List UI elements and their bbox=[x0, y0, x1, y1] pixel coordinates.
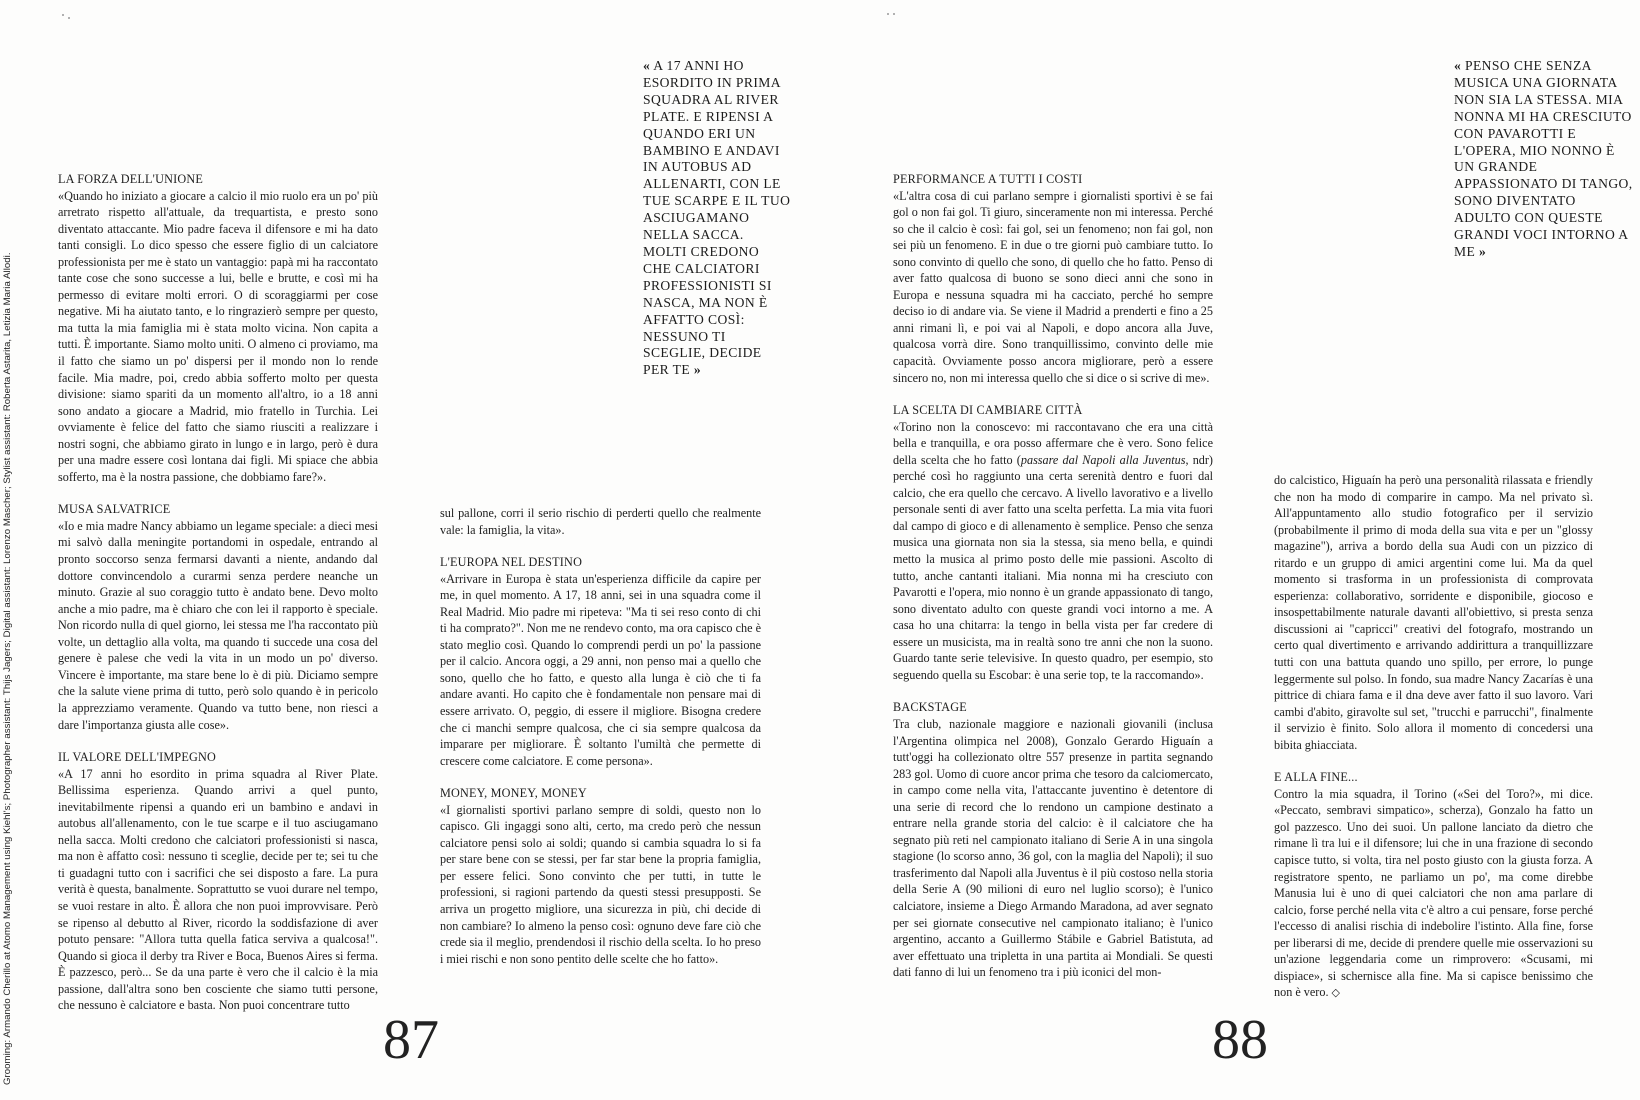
right-column-2 bbox=[1274, 472, 1593, 1002]
quote-close-mark: » bbox=[693, 362, 702, 378]
left-column-1 bbox=[58, 171, 378, 1014]
section-heading: E ALLA FINE... bbox=[1274, 770, 1358, 785]
right-column-1 bbox=[893, 171, 1213, 981]
section-text: «Io e mia madre Nancy abbiamo un legame speciale: a dieci mesi mi salvò dalla meningite portandomi in ospedale, entrando al pronto soccorso senza fermarsi davanti a niente, andando dal dottore convincendolo a curarmi senza perdere neanche un minuto. Grazie al suo coraggio tutto è andato bene. Devo molto anche a mio padre, ma è chiaro che con lei il rapporto è speciale. Non ricordo nulla di quel giorno, lei stessa me l'ha raccontato più volte, un dettaglio alla volta, ma quando ti succede una cosa del genere è palese che vedi la vita in un modo un po' diverso. Vincere è importante, ma stare bene lo è di più. Diciamo sempre che la salute viene prima di tutto, però solo quando è in pericolo la apprezziamo veramente. Quando va tutto bene, non riesci a dare l'importanza giusta alle cose». bbox=[58, 518, 378, 732]
page-number: 88 bbox=[1212, 1009, 1268, 1071]
text-part: «Torino non la conoscevo: mi raccontavano che era una città bella e tranquilla, e ora posso affermare che è vero. Sono felice della scelta che ho fatto ( bbox=[893, 419, 1213, 467]
pull-quote bbox=[1454, 58, 1634, 261]
section-text bbox=[893, 419, 1213, 684]
print-mark bbox=[62, 14, 64, 16]
quote-text: PENSO CHE SENZA MUSICA UNA GIORNATA NON SIA LA STESSA. MIA NONNA MI HA CRESCIUTO CON PAVAROTTI E L'OPERA, MIO NONNO È UN GRANDE APPASSIONATO DI TANGO, SONO DIVENTATO ADULTO CON QUESTE GRANDI VOCI INTORNO A ME bbox=[1454, 58, 1633, 259]
section-heading: BACKSTAGE bbox=[893, 700, 967, 715]
section-heading: MONEY, MONEY, MONEY bbox=[440, 786, 587, 801]
section-heading: MUSA SALVATRICE bbox=[58, 502, 171, 517]
section-text: sul pallone, corri il serio rischio di perderti quello che realmente vale: la famiglia, la vita». bbox=[440, 506, 761, 537]
quote-text: A 17 ANNI HO ESORDITO IN PRIMA SQUADRA AL RIVER PLATE. E RIPENSI A QUANDO ERI UN BAMBINO E ANDAVI IN AUTOBUS AD ALLENARTI, CON LE TUE SCARPE E IL TUO ASCIUGAMANO NELLA SACCA. MOLTI CREDONO CHE CALCIATORI PROFESSIONISTI SI NASCA, MA NON È AFFATTO COSÌ: NESSUNO TI SCEGLIE, DECIDE PER TE bbox=[643, 58, 791, 378]
text-italic: passare dal Napoli alla Juventus bbox=[1020, 452, 1186, 467]
photo-credits: Grooming: Armando Cherillo at Atomo Management using Kiehl's; Photographer assistant: Thijs Jagers; Digital assistant: Lorenzo Mascher; Stylist assistant: Roberta Astarita, Letizia Maria Allodi. bbox=[2, 252, 13, 1085]
section-text: «Arrivare in Europa è stata un'esperienza difficile da capire per me, in quel momento. A 17, 18 anni, sei in una squadra come il Real Madrid. Mio padre mi ripeteva: "Ma ti sei reso conto di chi ti ha comprato?". Non me ne rendevo conto, ma ora capisco che è stato meglio così. Quando lo comprendi perdi un po' la passione per il calcio. Ancora oggi, a 29 anni, non penso mai a quello che sono, quello che ho fatto, e questo alla lunga è ciò che ti fa andare avanti. Ho capito che è fondamentale non pensare mai di essere arrivato. O, peggio, di essere il migliore. Bisogna credere che ci manchi sempre qualcosa, che ci sia sempre qualcosa da imparare per migliorare. È soltanto l'umiltà che permette di crescere come calciatore. E come persona». bbox=[440, 571, 761, 768]
print-mark bbox=[893, 13, 895, 15]
section-text: do calcistico, Higuaín ha però una personalità rilassata e friendly che non ha modo di comparire in campo. Ma nel privato sì. All'appuntamento allo studio fotografico per il servizio (probabilmente il primo di moda della sua vita e per un "glossy magazine"), arriva a bordo della sua Audi con un pizzico di ritardo e un gruppo di amici argentini come lui. Ma da quel momento si trasforma in un professionista di comprovata esperienza: collaborativo, sorridente e disponibile, giocoso e insospettabilmente naturale davanti all'obiettivo, si presta senza discussioni ai "capricci" creativi del fotografo, mostrando un certo qual divertimento e arrivando addirittura a tranquillizzare tutti con una battuta quando uno spillo, per errore, lo punge leggermente sul polso. In fondo, sua madre Nancy Zacarías è una pittrice di chiara fama e il dna deve aver fatto il suo lavoro. Vari cambi d'abito, giravolte sul set, "trucchi e parrucchi", finalmente il servizio è finito. Solo allora il momento di concedersi una bibita ghiacciata. bbox=[1274, 473, 1593, 752]
pull-quote bbox=[643, 58, 791, 379]
quote-open-mark: « bbox=[1454, 58, 1462, 73]
text-part: Contro la mia squadra, il Torino («Sei del Toro?», mi dice. «Peccato, sembravi simpatico», scherza), Gonzalo ha fatto un gol pazzesco. Uno dei suoi. Un pallone lanciato da dietro che rimane lì tra lui e il difensore; lui che in una frazione di secondo capisce tutto, si volta, tira nel posto giusto con la giusta forza. A registratore spento, ne parliamo un po', ma come direbbe Manusia lui è uno di quei calciatori che non ama parlare di calcio, forse perché nella vita c'è altro a cui pensare, forse perché l'eccesso di analisi rischia di indebolire l'istinto. Alla fine, forse per liberarsi di me, decide di prendere quelle mie osservazioni su un'azione leggendaria come un rimprovero: «Scusami, mi dispiace», si schernisce alla fine. Ma si capisce benissimo che non è vero. bbox=[1274, 786, 1593, 1000]
section-text: «L'altra cosa di cui parlano sempre i giornalisti sportivi è se fai gol o non fai gol. Ti giuro, sinceramente non mi interessa. Perché so che il calcio è così: fai gol, sei un fenomeno; non fai gol, non sei più un fenomeno. E in due o tre giorni può cambiare tutto. Io sono convinto di quello che sono, di quello che ho fatto. Penso di aver fatto qualcosa di buono se sono dieci anni che sono in Europa e nessuna squadra mi ha cacciato, perché ho sempre deciso io di andare via. Se viene il Madrid a prenderti e fino a 25 anni rimani lì, e poi vai al Napoli, e dopo ancora alla Juve, qualcosa vorrà dire. Sono tranquillissimo, convinto delle mie capacità. Ovviamente posso ancora migliorare, però a essere sincero no, non mi interessa quello che si dice o si scrive di me». bbox=[893, 188, 1213, 385]
print-mark bbox=[887, 13, 889, 15]
section-heading: LA SCELTA DI CAMBIARE CITTÀ bbox=[893, 403, 1083, 418]
section-text bbox=[1274, 786, 1593, 1002]
section-text: «A 17 anni ho esordito in prima squadra al River Plate. Bellissima esperienza. Quando arrivi a quel punto, inevitabilmente ripensi a quando eri un bambino e andavi in autobus all'allenamento, con le tue scarpe e il tuo asciugamano nella sacca. Molti credono che calciatori professionisti si nasca, ma non è affatto così: nessuno ti sceglie, decide per te; sei tu che ti guadagni tutto con i sacrifici che sei disposto a fare. La pura verità è questa, banalmente. Soprattutto se vuoi durare nel tempo, se vuoi restare in alto. È allora che non puoi improvvisare. Però se ripenso al debutto al River, ricordo la soddisfazione di aver potuto pensare: "Allora tutta quella fatica serviva a qualcosa!". Quando si gioca il derby tra River e Boca, Buenos Aires si ferma. È pazzesco, però... Se da una parte è vero che il calcio è la mia passione, dall'altra sono ben cosciente che siamo tutti persone, che nessuno è calciatore e basta. Non puoi concentrare tutto bbox=[58, 766, 378, 1013]
quote-close-mark: » bbox=[1479, 243, 1487, 259]
section-text: Tra club, nazionale maggiore e nazionali giovanili (inclusa l'Argentina olimpica nel 2008), Gonzalo Gerardo Higuaín a tutt'oggi ha collezionato oltre 557 presenze in partita segnando 283 gol. Uomo di cuore ancor prima che tesoro da calciomercato, in campo come nella vita, l'attaccante juventino è detentore di una serie di record che lo rendono un campione destinato a entrare nella grande storia del calcio: è il calciatore che ha segnato più reti nel campionato italiano di Serie A in una singola stagione (lo scorso anno, 36 gol, con la maglia del Napoli); il suo trasferimento dal Napoli alla Juventus è il più costoso nella storia della Serie A (90 milioni di euro nel luglio scorso); è l'unico calciatore, insieme a Diego Armando Maradona, ad aver segnato per sei giornate consecutive nel campionato italiano; è l'unico argentino, accanto a Guillermo Stábile e Gabriel Batistuta, ad aver effettuato una tripletta in una partita ai Mondiali. Se questi dati fanno di lui un fenomeno tra i più iconici del mon- bbox=[893, 716, 1213, 980]
quote-open-mark: « bbox=[643, 58, 651, 73]
section-heading: LA FORZA DELL'UNIONE bbox=[58, 172, 203, 186]
section-heading: IL VALORE DELL'IMPEGNO bbox=[58, 750, 217, 765]
print-mark bbox=[68, 17, 70, 19]
left-column-2 bbox=[440, 505, 761, 967]
end-of-article-icon: ◇ bbox=[1331, 987, 1341, 1000]
section-heading: L'EUROPA NEL DESTINO bbox=[440, 555, 583, 570]
section-text: «I giornalisti sportivi parlano sempre di soldi, questo non lo capisco. Gli ingaggi sono alti, certo, ma credo però che nessun calciatore pensi solo ai soldi; quando si cambia squadra lo si fa per stare bene con se stessi, per far star bene la propria famiglia, per essere felici. Sono convinto che per tutti, in tutte le professioni, si ragioni partendo da questi stessi presupposti. Se arriva un progetto migliore, una sicurezza in più, chi decide di non cambiare? Io almeno la penso così: ognuno deve fare ciò che crede sia il meglio, prendendosi il rischio della scelta. Io ho preso i miei rischi e non sono pentito delle scelte che ho fatto». bbox=[440, 802, 761, 966]
right-page bbox=[820, 0, 1640, 1100]
section-text: «Quando ho iniziato a giocare a calcio il mio ruolo era un po' più arretrato rispetto all'attuale, da trequartista, e presto sono diventato attaccante. Mio padre faceva il difensore e mi ha dato tanti consigli. Lo dico spesso che essere figlio di un calciatore professionista per me è stato un vantaggio: papà mi ha raccontato tante cose che sono successe a lui, belle e brutte, e così mi ha permesso di evitare molti errori. O di scoraggiarmi per cose negative. Mi ha aiutato tanto, e lo ringrazierò sempre per questo, ma tutta la mia famiglia mi è stata molto vicina. Non capita a tutti. È importante. Siamo molto uniti. O almeno ci proviamo, ma il fatto che siamo un po' dispersi per il mondo non lo rende facile. Mia madre, poi, credo abbia sofferto molto per questa divisione: siamo spariti da un momento all'altro, io a 18 anni sono andato a giocare a Madrid, mio fratello in Turchia. Lei ovviamente è felice del fatto che siamo riusciti a realizzare i nostri sogni, che abbiamo girato in lungo e in largo, però è dura per una madre essere così lontana dai figli. Mi spiace che abbia sofferto, ma è la nostra passione, che dobbiamo fare?». bbox=[58, 188, 378, 484]
section-heading: PERFORMANCE A TUTTI I COSTI bbox=[893, 172, 1083, 186]
text-part: , ndr) perché così ho raggiunto una certa serenità dentro e fuori dal calcio, che era quello che cercavo. A livello lavorativo e a livello personale senti di aver fatto una scelta perfetta. La mia vita fuori dal campo di gioco e di allenamento è semplice. Penso che senza musica una giornata non sia la stessa, sia meno bella, e quindi metto la musica al primo posto delle mie passioni. Ascolto di tutto, anche cantanti italiani. Mia nonna mi ha cresciuto con Pavarotti e l'opera, mio nonno è un grande appassionato di tango, sono diventato adulto con queste grandi voci intorno a me. A casa ho una chitarra: la tengo in bella vista per far credere di essere un musicista, ma in realtà sono tre anni che non la suono. Guardo tante serie televisive. In questo quadro, per esempio, sto seguendo quella su Escobar: è una serie top, te la raccomando». bbox=[893, 452, 1213, 682]
page-number: 87 bbox=[383, 1009, 439, 1071]
